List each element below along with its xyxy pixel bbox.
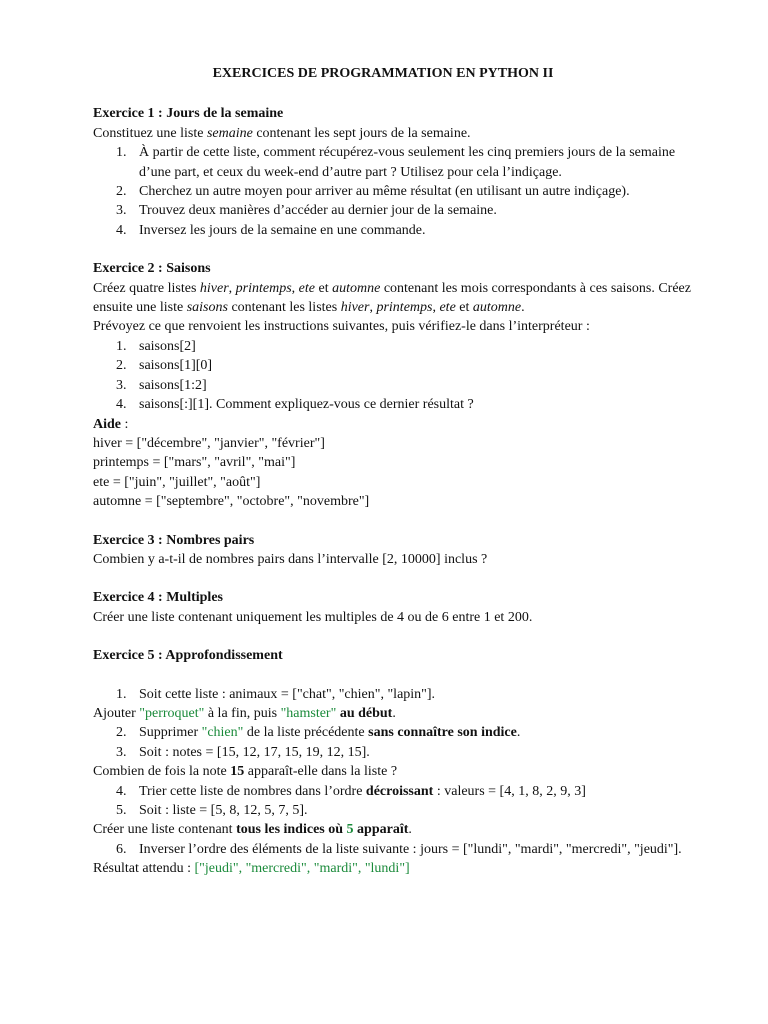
exercise-5-title: Exercice 5 : Approfondissement — [93, 648, 283, 664]
page-title: EXERCICES DE PROGRAMMATION EN PYTHON II — [212, 66, 554, 81]
list-number: 1. — [116, 686, 127, 702]
text: Créer une liste contenant — [93, 822, 237, 838]
bold-text: 15 — [230, 764, 245, 780]
list-number: 2. — [116, 184, 127, 200]
var-ete: ete — [439, 300, 456, 316]
list-item — [93, 782, 693, 801]
bold-text: apparaît — [353, 822, 409, 838]
list-number: 4. — [116, 783, 127, 799]
list-number: 4. — [116, 222, 127, 238]
list-item — [93, 743, 693, 762]
exercise-1 — [93, 104, 693, 240]
list-item-text: Trouvez deux manières d’accéder au dernier jour de la semaine. — [139, 203, 497, 219]
list-item-text: saisons[1][0] — [139, 358, 213, 374]
list-item — [93, 143, 693, 182]
text: à la fin, puis — [204, 705, 281, 721]
list-item — [93, 337, 693, 356]
list-number: 3. — [116, 377, 127, 393]
list-item-text: Inversez les jours de la semaine en une commande. — [139, 222, 426, 238]
list-item-text: À partir de cette liste, comment récupérez-vous seulement les cinq premiers jours de la semaine d’une part, et ceux du week-end d’autre part ? Utilisez pour cela l’indiçage. — [139, 145, 676, 180]
var-ete: ete — [298, 280, 315, 296]
green-text: "hamster" — [280, 705, 337, 721]
list-item-text: Soit : liste = [5, 8, 12, 5, 7, 5]. — [139, 803, 308, 818]
exercise-5-line — [93, 704, 693, 723]
list-item-text: saisons[1:2] — [139, 377, 207, 393]
aide-bold: Aide — [93, 416, 121, 432]
list-number: 1. — [116, 338, 127, 354]
text: Supprimer — [139, 725, 202, 741]
green-text: ["jeudi", "mercredi", "mardi", "lundi"] — [194, 861, 410, 877]
list-item — [93, 182, 693, 201]
list-item-text: Soit cette liste : animaux = ["chat", "chien", "lapin"]. — [139, 686, 436, 702]
var-printemps: printemps — [376, 300, 433, 316]
list-item-text: saisons[:][1]. Comment expliquez-vous ce dernier résultat ? — [139, 397, 474, 413]
green-text: "chien" — [201, 725, 244, 741]
list-item — [93, 395, 693, 414]
exercise-5 — [93, 646, 693, 878]
var-automne: automne — [332, 280, 381, 296]
text: Résultat attendu : — [93, 861, 195, 877]
list-number: 6. — [116, 841, 127, 857]
text: Ajouter — [93, 705, 140, 721]
aide-colon: : — [121, 416, 129, 432]
text: apparaît-elle dans la liste ? — [244, 764, 398, 780]
var-hiver: hiver — [340, 300, 370, 316]
text: , — [369, 300, 377, 316]
list-item — [93, 201, 693, 220]
list-item — [93, 221, 693, 240]
code-line: hiver = ["décembre", "janvier", "février"] — [93, 435, 325, 451]
exercise-5-line — [93, 762, 693, 781]
exercise-2-list — [93, 337, 693, 415]
document-body — [93, 64, 693, 879]
list-number: 2. — [116, 725, 127, 741]
exercise-2 — [93, 259, 693, 511]
text: : valeurs = [4, 1, 8, 2, 9, 3] — [433, 783, 586, 799]
text: . — [516, 725, 521, 741]
bold-text: au début — [339, 705, 393, 721]
text: Créez quatre listes — [93, 280, 200, 296]
list-number: 5. — [116, 803, 127, 818]
text: , — [228, 280, 236, 296]
exercise-4-text: Créer une liste contenant uniquement les multiples de 4 ou de 6 entre 1 et 200. — [93, 609, 533, 625]
bold-text: tous les indices où — [236, 822, 347, 838]
text: , — [432, 300, 440, 316]
green-text: "perroquet" — [139, 705, 205, 721]
list-item — [93, 376, 693, 395]
var-saisons: saisons — [186, 300, 228, 316]
bold-text: sans connaître son indice — [368, 725, 517, 741]
list-item-text: Soit : notes = [15, 12, 17, 15, 19, 12, 15]. — [139, 744, 370, 760]
exercise-2-title: Exercice 2 : Saisons — [93, 261, 211, 277]
exercise-5-list-2 — [93, 723, 693, 762]
list-item — [93, 801, 693, 820]
exercise-2-prompt: Prévoyez ce que renvoient les instructions suivantes, puis vérifiez-le dans l’interpréteur : — [93, 319, 590, 335]
exercise-1-list — [93, 143, 693, 240]
list-item-text: saisons[2] — [139, 338, 196, 354]
exercise-5-list-4 — [93, 840, 693, 859]
exercise-3-text: Combien y a-t-il de nombres pairs dans l’intervalle [2, 10000] inclus ? — [93, 551, 488, 567]
text: et — [455, 300, 473, 316]
exercise-3 — [93, 531, 693, 570]
list-number: 3. — [116, 744, 127, 760]
exercise-4-title: Exercice 4 : Multiples — [93, 590, 223, 606]
list-number: 4. — [116, 397, 127, 413]
list-item — [93, 840, 693, 859]
exercise-5-line — [93, 859, 693, 878]
text: . — [521, 300, 525, 316]
exercise-2-instructions — [93, 279, 693, 318]
text: contenant les mois correspondants à ces saisons. Créez ensuite une liste — [93, 280, 691, 316]
code-line: automne = ["septembre", "octobre", "novembre"] — [93, 494, 370, 510]
exercise-5-line — [93, 820, 693, 839]
exercise-1-intro — [93, 124, 693, 143]
text: contenant les listes — [227, 300, 341, 316]
list-number: 3. — [116, 203, 127, 219]
list-item — [93, 723, 693, 742]
code-line: printemps = ["mars", "avril", "mai"] — [93, 455, 296, 471]
var-printemps: printemps — [235, 280, 292, 296]
intro-text-end: contenant les sept jours de la semaine. — [252, 125, 471, 141]
aide-label — [93, 415, 693, 434]
text: et — [315, 280, 333, 296]
text: . — [408, 822, 412, 838]
intro-text: Constituez une liste — [93, 125, 207, 141]
text: Combien de fois la note — [93, 764, 231, 780]
bold-text: décroissant — [365, 783, 434, 799]
list-number: 2. — [116, 358, 127, 374]
list-item-text: Inverser l’ordre des éléments de la liste suivante : jours = ["lundi", "mardi", "mercredi", "jeudi"]. — [139, 841, 682, 857]
list-item-text: Cherchez un autre moyen pour arriver au même résultat (en utilisant un autre indiçage). — [139, 184, 630, 200]
exercise-3-title: Exercice 3 : Nombres pairs — [93, 532, 255, 548]
list-number: 1. — [116, 145, 127, 161]
list-item — [93, 356, 693, 375]
var-hiver: hiver — [199, 280, 229, 296]
intro-variable: semaine — [206, 125, 253, 141]
text: Trier cette liste de nombres dans l’ordre — [139, 783, 366, 799]
green-bold-text: 5 — [346, 822, 354, 838]
var-automne: automne — [472, 300, 522, 316]
code-line: ete = ["juin", "juillet", "août"] — [93, 474, 261, 490]
text: de la liste précédente — [243, 725, 369, 741]
exercise-1-title: Exercice 1 : Jours de la semaine — [93, 106, 284, 122]
text: , — [291, 280, 299, 296]
exercise-4 — [93, 588, 693, 627]
exercise-5-list-1 — [93, 685, 693, 704]
list-item — [93, 685, 693, 704]
text: . — [392, 705, 396, 721]
exercise-5-list-3 — [93, 782, 693, 821]
